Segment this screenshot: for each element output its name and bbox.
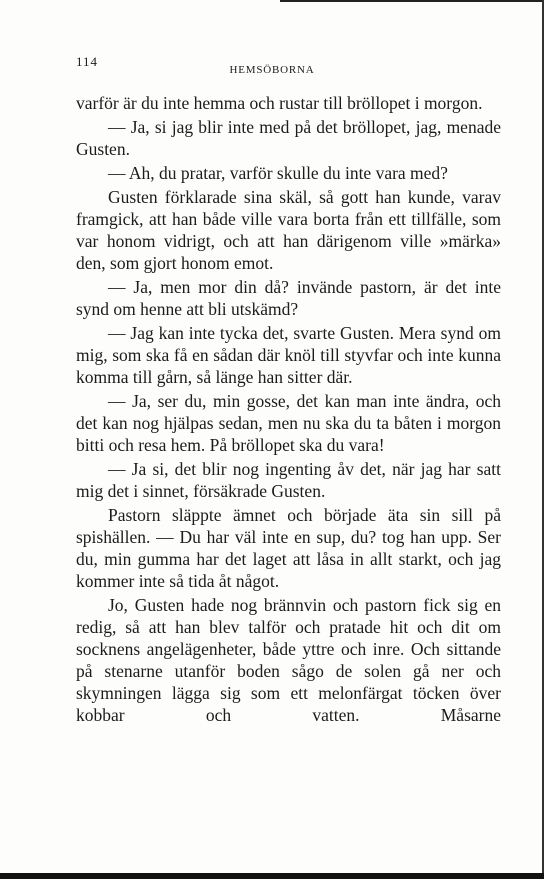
paragraph: Pastorn släppte ämnet och började äta sin sill på spishällen. — Du har väl inte en sup, du? tog han upp. Ser du, min gumma har det laget att låsa in allt starkt, och jag kommer inte så tida åt något. bbox=[76, 505, 501, 591]
paragraph: — Ah, du pratar, varför skulle du inte vara med? bbox=[108, 163, 448, 183]
running-title: HEMSÖBORNA bbox=[229, 64, 315, 76]
paragraph-continued: varför är du inte hemma och rustar till bröllopet i morgon. bbox=[76, 93, 483, 113]
scan-edge-top bbox=[280, 0, 544, 2]
paragraph: — Ja, men mor din då? invände pastorn, är det inte synd om henne att bli utskämd? bbox=[76, 277, 501, 319]
paragraph: — Ja si, det blir nog ingenting åv det, när jag har satt mig det i sinnet, försäkrade Gusten. bbox=[76, 459, 501, 501]
paragraph: Jo, Gusten hade nog brännvin och pastorn fick sig en redig, så att han blev talför och pratade hit och dit om socknens angelägenheter, både yttre och inre. Och sittande på stenarne utanför boden sågo de solen gå ner och skymningen lägga sig som ett melonfärgat töcken över kobbar och vatten. Måsarne bbox=[76, 595, 501, 725]
page-number: 114 bbox=[76, 54, 99, 69]
body-text bbox=[76, 92, 501, 728]
paragraph: — Ja, ser du, min gosse, det kan man inte ändra, och det kan nog hjälpas sedan, men nu ska du ta båten i morgon bitti och resa hem. På bröllopet ska du vara! bbox=[76, 391, 501, 455]
paragraph: Gusten förklarade sina skäl, så gott han kunde, varav framgick, att han både ville vara borta från ett tillfälle, som var honom vidrigt, och att han därigenom ville »märka» den, som gjort honom emot. bbox=[76, 187, 501, 273]
scan-edge-bottom bbox=[0, 873, 544, 879]
paragraph: — Ja, si jag blir inte med på det bröllopet, jag, menade Gusten. bbox=[76, 117, 501, 159]
paragraph: — Jag kan inte tycka det, svarte Gusten. Mera synd om mig, som ska få en sådan där knöl till styvfar och inte kunna komma till gårn, så länge han sitter där. bbox=[76, 323, 501, 387]
